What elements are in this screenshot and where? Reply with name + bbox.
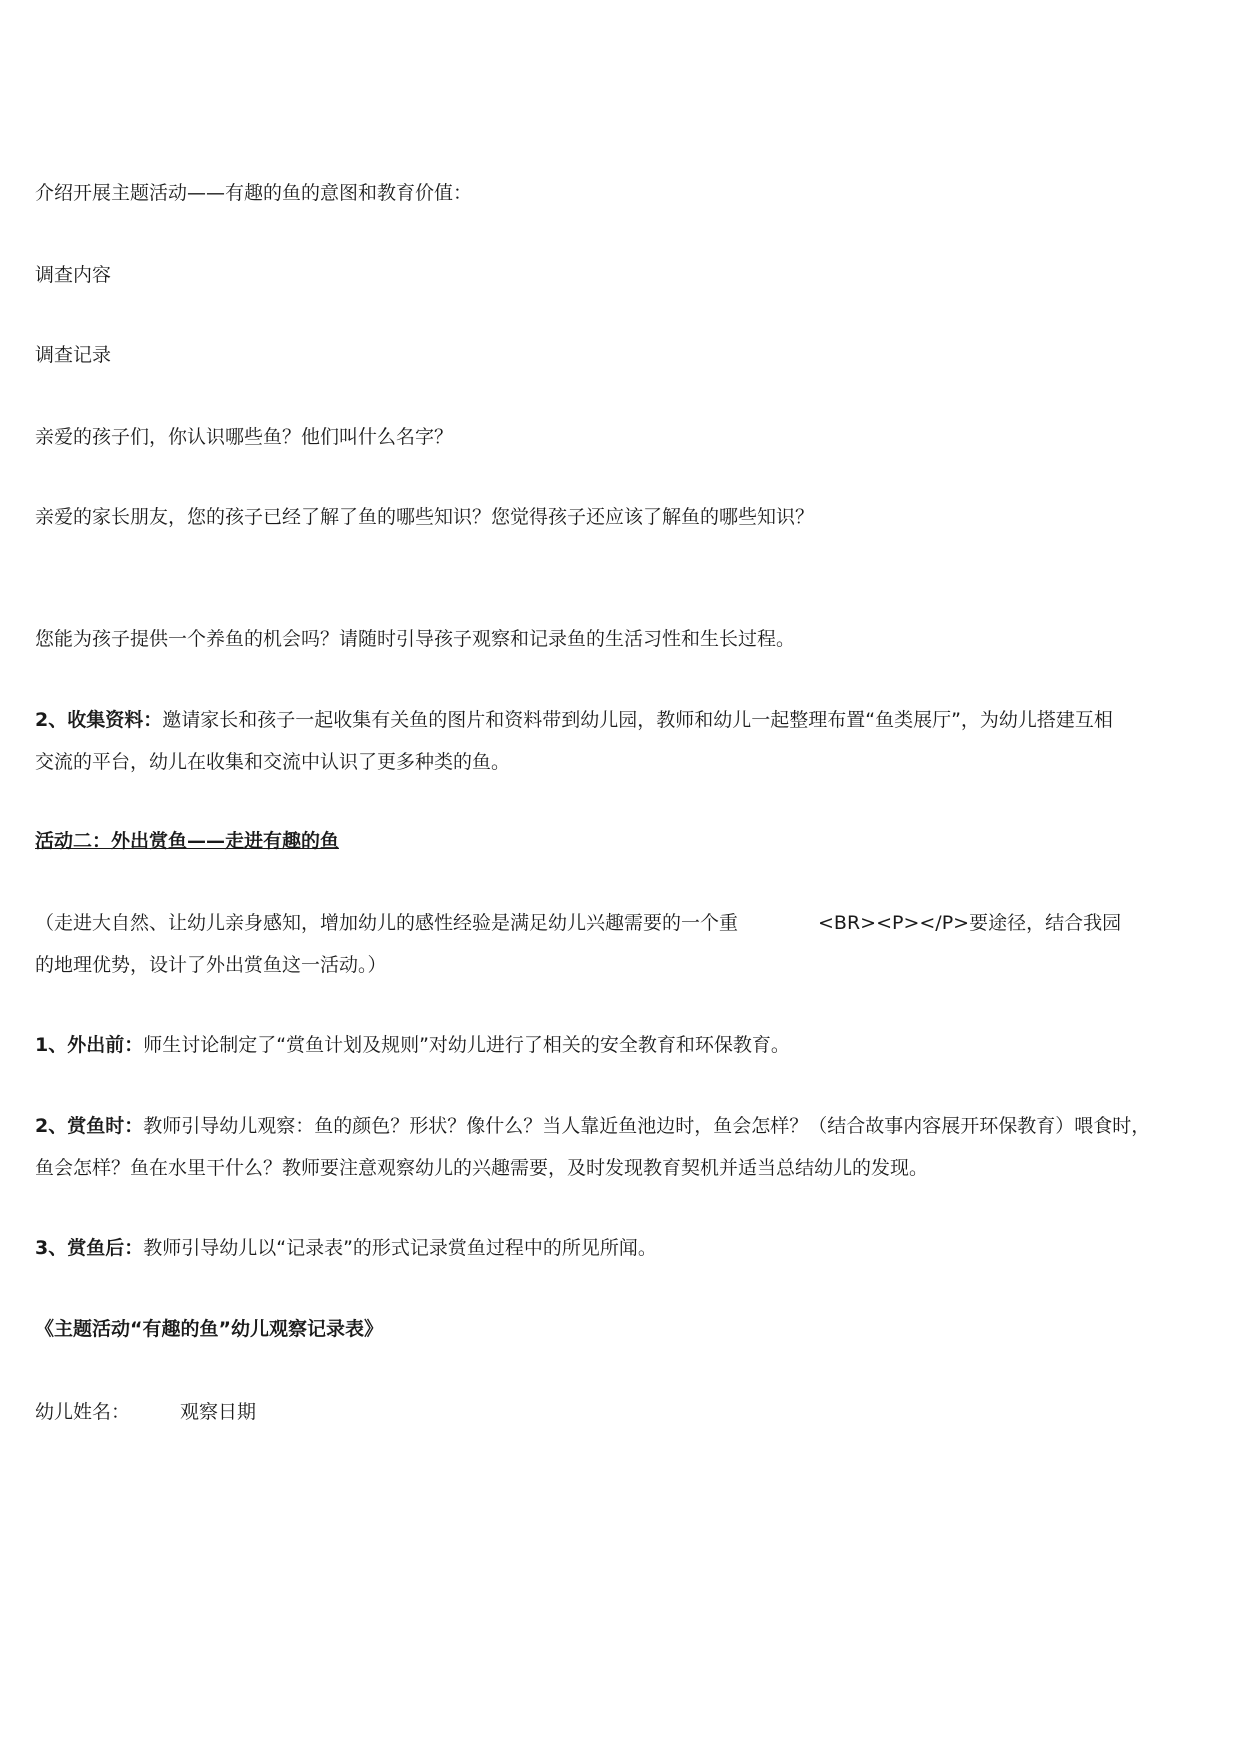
activity2-heading-text: 活动二：外出赏鱼——走进有趣的鱼 <box>35 830 340 852</box>
paragraph-name-date <box>35 1400 256 1424</box>
paragraph-survey-record: 调查记录 <box>35 344 112 366</box>
paragraph-intro-line1 <box>35 911 1121 935</box>
after-text: 教师引导幼儿以“记录表”的形式记录赏鱼过程中的所见所闻。 <box>143 1237 657 1259</box>
paragraph-question-children: 亲爱的孩子们，你认识哪些鱼？他们叫什么名字？ <box>35 426 454 448</box>
before-label: 1、外出前： <box>35 1034 144 1056</box>
before-text: 师生讨论制定了“赏鱼计划及规则”对幼儿进行了相关的安全教育和环保教育。 <box>143 1034 790 1056</box>
collect-text-1: 邀请家长和孩子一起收集有关鱼的图片和资料带到幼儿园，教师和幼儿一起整理布置“鱼类展厅”，为幼儿搭建互相 <box>162 709 1113 731</box>
paragraph-before <box>35 1033 790 1057</box>
paragraph-after <box>35 1236 657 1260</box>
date-label: 观察日期 <box>180 1401 257 1423</box>
paragraph-intro-line2: 的地理优势，设计了外出赏鱼这一活动。） <box>35 954 387 976</box>
activity2-heading <box>35 829 339 853</box>
collect-label: 2、收集资料： <box>35 709 163 731</box>
intro-text-1b: <BR><P></P>要途径，结合我园 <box>818 912 1122 934</box>
intro-text-1a: （走进大自然、让幼儿亲身感知，增加幼儿的感性经验是满足幼儿兴趣需要的一个重 <box>35 912 739 934</box>
paragraph-question-parents: 亲爱的家长朋友，您的孩子已经了解了鱼的哪些知识？您觉得孩子还应该了解鱼的哪些知识？ <box>35 506 815 528</box>
paragraph-intent: 介绍开展主题活动——有趣的鱼的意图和教育价值： <box>35 182 473 204</box>
after-label: 3、赏鱼后： <box>35 1237 144 1259</box>
during-text-1: 教师引导幼儿观察：鱼的颜色？形状？像什么？当人靠近鱼池边时，鱼会怎样？（结合故事内容展开环保教育）喂食时， <box>143 1115 1151 1137</box>
paragraph-during-line1 <box>35 1114 1150 1138</box>
paragraph-raise-fish: 您能为孩子提供一个养鱼的机会吗？请随时引导孩子观察和记录鱼的生活习性和生长过程。 <box>35 628 796 650</box>
during-label: 2、赏鱼时： <box>35 1115 144 1137</box>
paragraph-survey-content: 调查内容 <box>35 264 112 286</box>
paragraph-collect-line2: 交流的平台，幼儿在收集和交流中认识了更多种类的鱼。 <box>35 751 511 773</box>
paragraph-during-line2: 鱼会怎样？鱼在水里干什么？教师要注意观察幼儿的兴趣需要，及时发现教育契机并适当总结幼儿的发现。 <box>35 1157 929 1179</box>
record-table-title: 《主题活动“有趣的鱼”幼儿观察记录表》 <box>35 1318 383 1340</box>
paragraph-collect-line1 <box>35 708 1113 732</box>
name-label: 幼儿姓名： <box>35 1401 131 1423</box>
